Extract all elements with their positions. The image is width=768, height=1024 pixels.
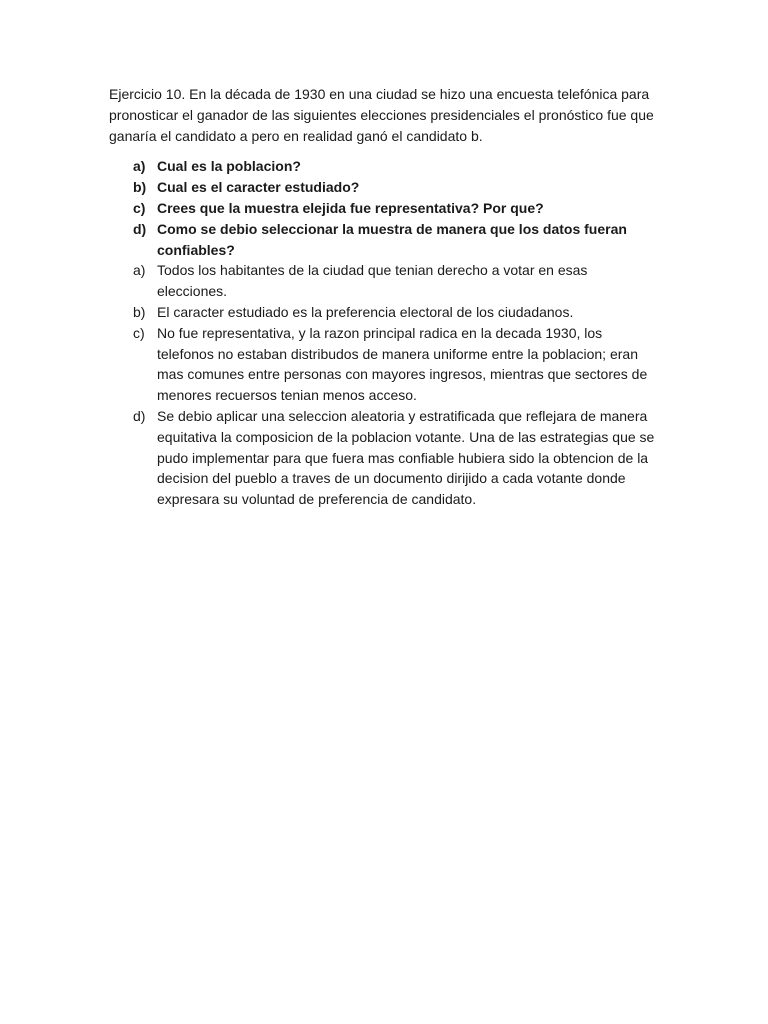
document-page	[109, 84, 661, 510]
answer-marker: a)	[133, 262, 146, 279]
question-marker: a)	[133, 158, 146, 175]
question-text: Cual es el caracter estudiado?	[157, 179, 360, 196]
answer-text: No fue representativa, y la razon principal radica en la decada 1930, los telefonos no estaban distribudos de manera uniforme entre la poblacion; eran mas comunes entre personas con mayores ingresos, mientras que sectores de menores recuersos tenian menos acceso.	[157, 324, 648, 404]
answer-item	[109, 302, 661, 323]
question-item	[109, 156, 661, 177]
answer-text: Se debio aplicar una seleccion aleatoria y estratificada que reflejara de manera equitativa la composicion de la poblacion votante. Una de las estrategias que se pudo implementar para que fuera mas confiable hubiera sido la obtencion de la decision del pueblo a traves de un documento dirijido a cada votante donde expresara su voluntad de preferencia de candidato.	[157, 407, 655, 508]
answer-text: El caracter estudiado es la preferencia electoral de los ciudadanos.	[157, 303, 574, 320]
answer-marker: b)	[133, 303, 146, 320]
answer-item	[109, 323, 661, 406]
question-marker: d)	[133, 220, 147, 237]
exercise-intro: Ejercicio 10. En la década de 1930 en una ciudad se hizo una encuesta telefónica para pronosticar el ganador de las siguientes elecciones presidenciales el pronóstico fue que ganaría el candidato a pero en realidad ganó el candidato b.	[109, 86, 654, 144]
question-item	[109, 219, 661, 261]
question-list	[109, 156, 661, 260]
answer-item	[109, 406, 661, 510]
question-item	[109, 177, 661, 198]
answer-text: Todos los habitantes de la ciudad que tenian derecho a votar en esas elecciones.	[157, 262, 588, 300]
question-item	[109, 198, 661, 219]
question-marker: c)	[133, 199, 146, 216]
answer-marker: d)	[133, 407, 146, 424]
question-text: Como se debio seleccionar la muestra de manera que los datos fueran confiables?	[157, 220, 627, 258]
answer-item	[109, 260, 661, 302]
question-text: Cual es la poblacion?	[157, 158, 301, 175]
question-text: Crees que la muestra elejida fue representativa? Por que?	[157, 199, 544, 216]
answer-marker: c)	[133, 324, 145, 341]
question-marker: b)	[133, 179, 147, 196]
answer-list	[109, 260, 661, 510]
